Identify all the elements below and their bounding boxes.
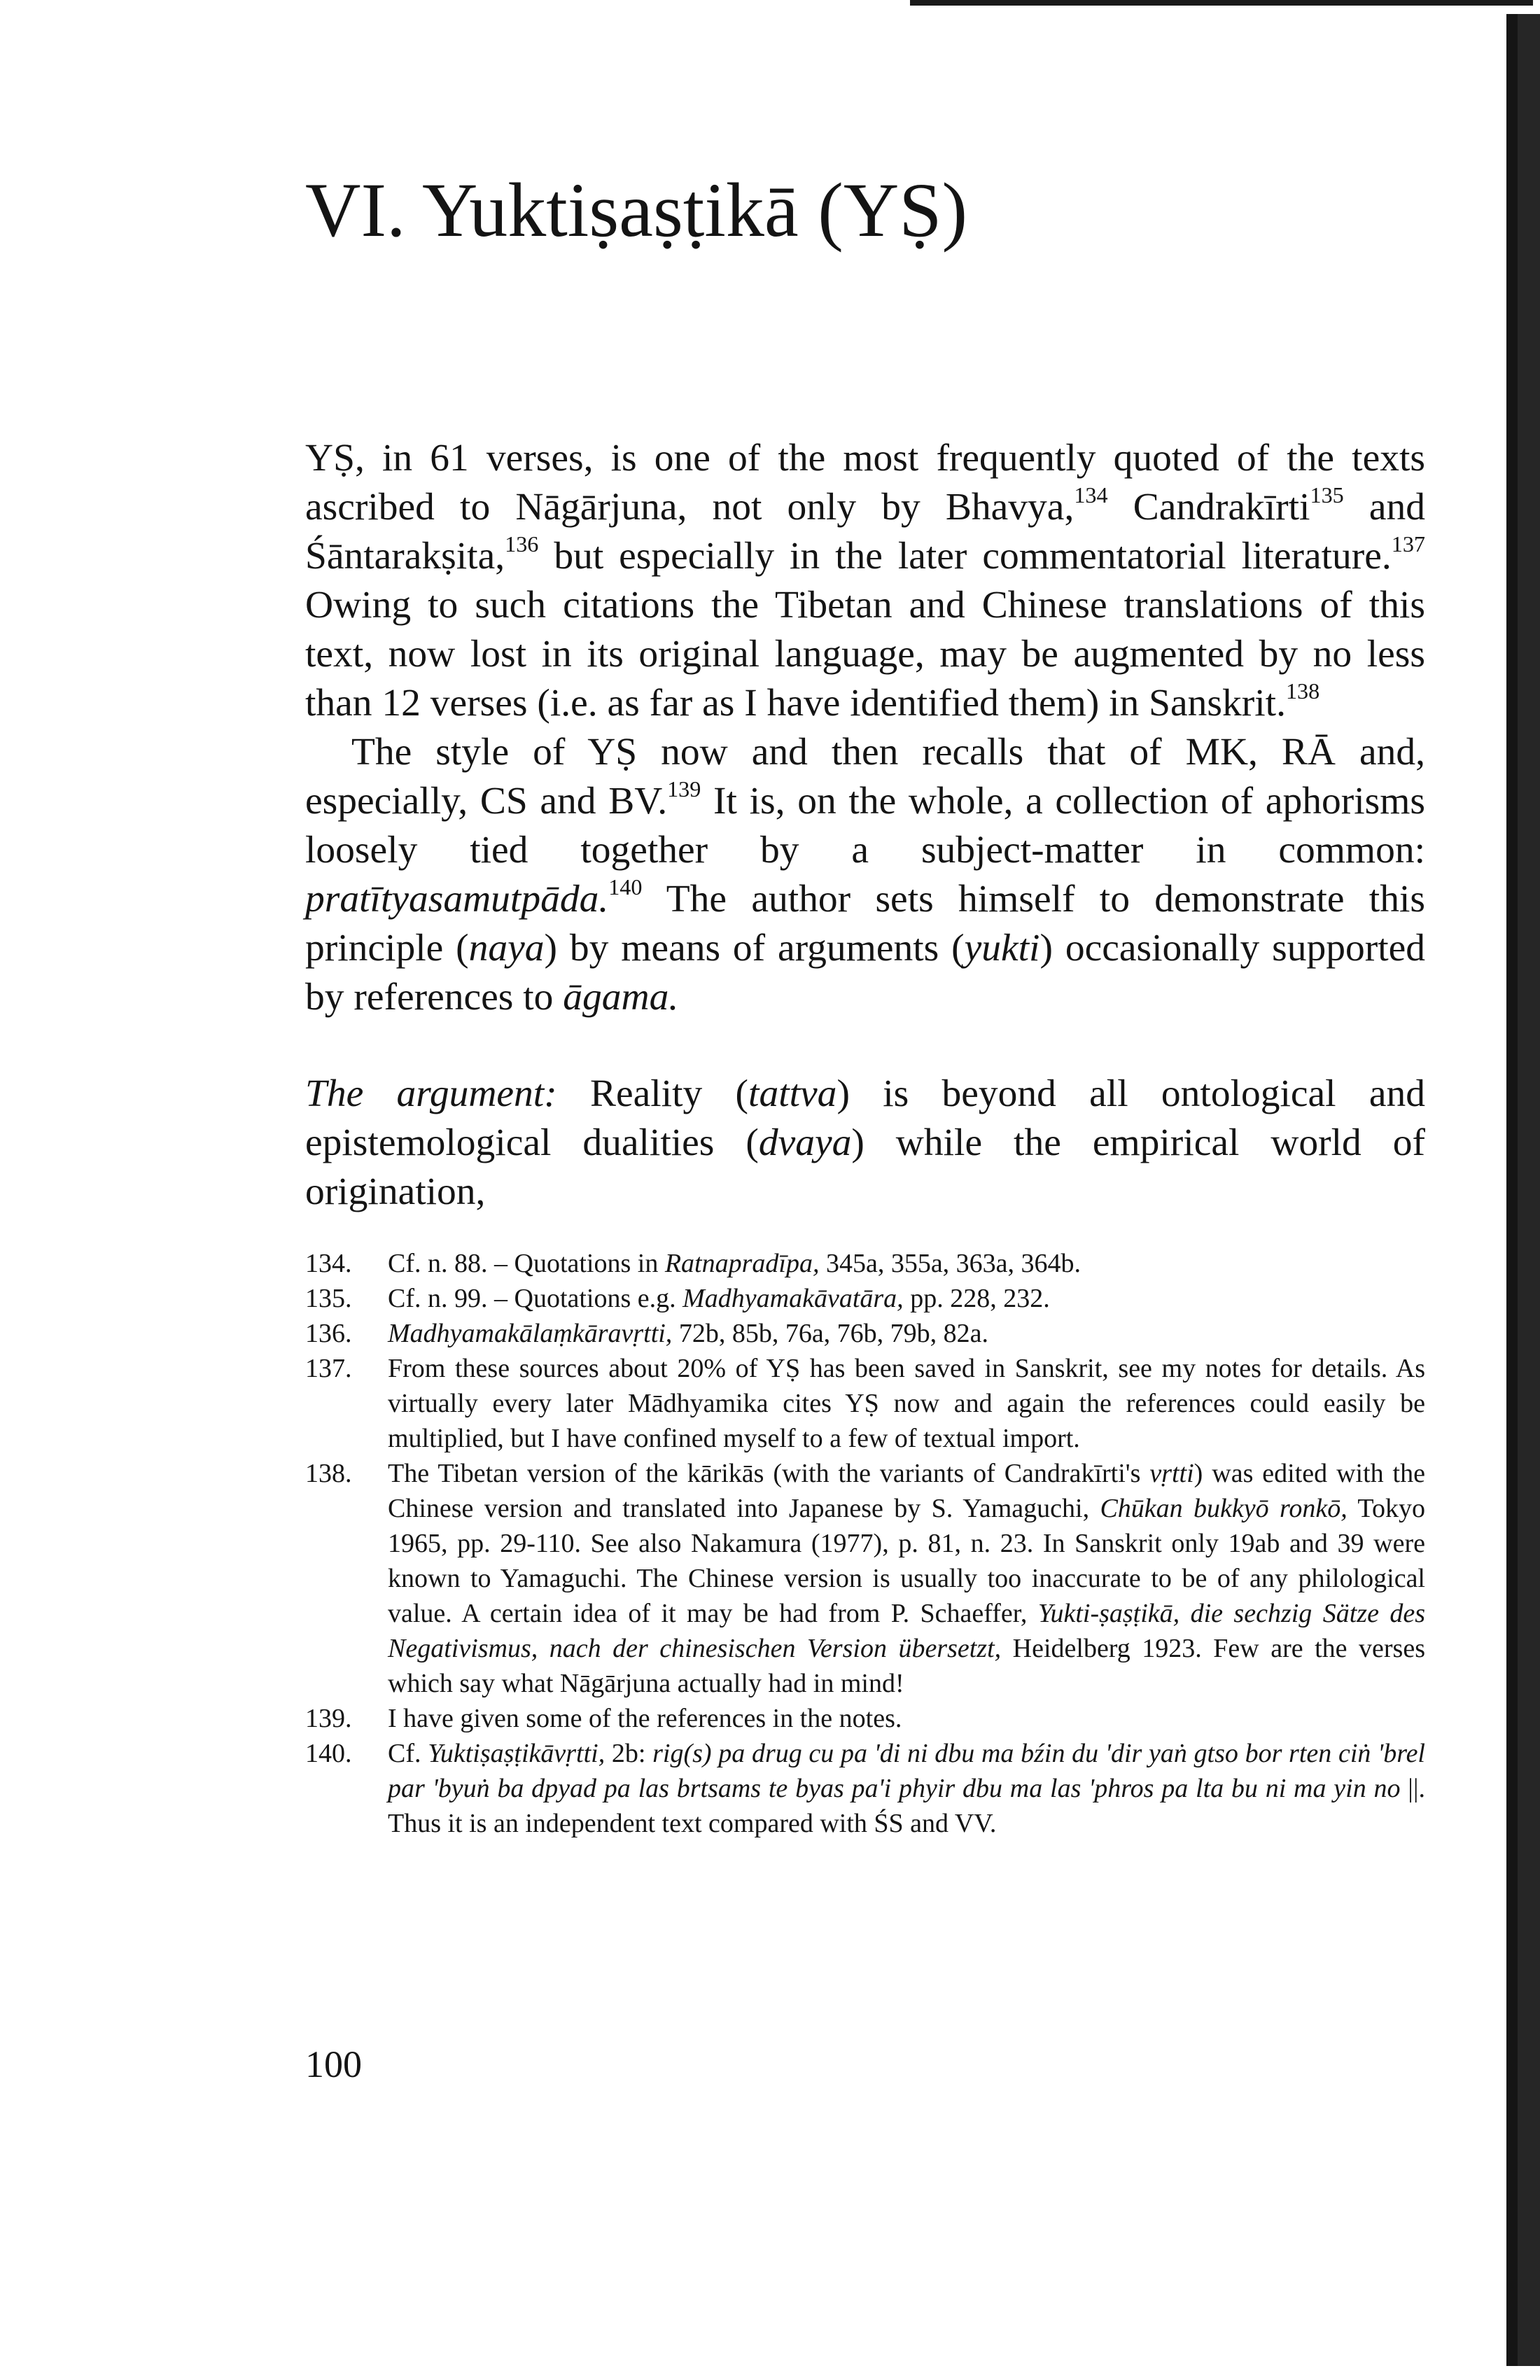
text-run: and Śāntarakṣita, <box>305 486 1426 578</box>
paragraph-1 <box>305 434 1425 728</box>
text-run: Tokyo 1965, pp. 29-110. See also Nakamura (1977), p. 81, n. 23. In Sanskrit only 19ab and 39 were known to Yamaguchi. The Chinese version is usually too inaccurate to be of any philological value. A certain idea of it may be had from P. Schaeffer, <box>388 1494 1425 1628</box>
italic-term: āgama. <box>563 976 679 1018</box>
footnote-ref: 135 <box>1310 482 1344 507</box>
footnote-135 <box>305 1281 1425 1316</box>
italic-title: Madhyamakālaṃkāravṛtti, <box>388 1319 673 1348</box>
italic-term: tattva <box>748 1072 837 1115</box>
footnote-ref: 136 <box>505 531 539 556</box>
footnote-number: 139. <box>305 1704 352 1733</box>
page-number: 100 <box>305 2043 362 2085</box>
paragraph-3 <box>305 1070 1425 1217</box>
footnote-number: 136. <box>305 1319 352 1348</box>
footnote-ref: 134 <box>1074 482 1108 507</box>
text-run: It is, on the whole, a collection of aphorisms loosely tied together by a subject-matter in common: <box>305 780 1426 872</box>
text-run: Cf. <box>388 1739 428 1768</box>
italic-title: Yuktiṣaṣṭikāvṛtti, <box>428 1739 606 1768</box>
text-run: 345a, 355a, 363a, 364b. <box>819 1249 1082 1278</box>
footnote-text <box>388 1701 1425 1736</box>
text-run: ) was edited with the Chinese version and translated into Japanese by S. Yamaguchi, <box>388 1459 1425 1523</box>
italic-title: Ratnapradīpa, <box>664 1249 820 1278</box>
footnote-ref: 140 <box>608 874 643 899</box>
italic-quotation: rig(s) pa drug cu pa 'di ni dbu ma bźin du 'dir yaṅ gtso bor rten ciṅ 'brel par 'byuṅ ba dpyad pa las brtsams te byas pa'i phyir dbu ma las 'phros pa lta bu ni ma yin no <box>388 1739 1425 1803</box>
italic-term: The argument: <box>305 1072 557 1115</box>
text-run: but especially in the later commentatorial literature. <box>538 535 1392 578</box>
footnote-ref: 139 <box>667 776 701 802</box>
paragraph-2 <box>305 728 1425 1022</box>
footnote-number: 137. <box>305 1354 352 1383</box>
footnote-136 <box>305 1316 1425 1351</box>
text-run: ) is beyond all ontological and epistemological dualities ( <box>305 1072 1426 1164</box>
italic-title: Chūkan bukkyō ronkō, <box>1100 1494 1348 1523</box>
text-run: The Tibetan version of the kārikās (with the variants of Candrakīrti's <box>388 1459 1150 1488</box>
scan-edge-right-outer <box>1518 14 1540 2366</box>
footnote-134 <box>305 1246 1425 1281</box>
italic-term: vṛtti <box>1149 1459 1194 1488</box>
text-run: pp. 228, 232. <box>903 1284 1050 1313</box>
text-run: Heidelberg 1923. Few are the verses which say what Nāgārjuna actually had in mind! <box>388 1634 1425 1698</box>
text-run: ) occasionally supported by references to <box>305 927 1425 1018</box>
italic-term: pratītyasamutpāda. <box>305 878 609 920</box>
footnote-137 <box>305 1351 1425 1456</box>
text-run: 2b: <box>605 1739 653 1768</box>
footnote-ref: 137 <box>1391 531 1425 556</box>
text-run: ) while the empirical world of origination, <box>305 1121 1425 1213</box>
text-run: Owing to such citations the Tibetan and Chinese translations of this text, now lost in its original language, may be augmented by no less than 12 verses (i.e. as far as I have identified them) in Sanskrit. <box>305 584 1425 724</box>
scan-edge-top <box>910 0 1533 6</box>
main-text <box>305 434 1425 1217</box>
footnote-138 <box>305 1456 1425 1701</box>
footnote-number: 140. <box>305 1739 352 1768</box>
italic-term: naya <box>468 927 545 969</box>
italic-title: Madhyamakāvatāra, <box>682 1284 904 1313</box>
footnote-ref: 138 <box>1285 678 1320 704</box>
text-run: The style of YṢ now and then recalls that of MK, RĀ and, especially, CS and BV. <box>305 731 1425 822</box>
footnote-number: 138. <box>305 1459 352 1488</box>
italic-title: Yukti-ṣaṣṭikā, die sechzig Sätze des Negativismus, nach der chinesischen Version übersetzt, <box>388 1599 1426 1663</box>
text-run: 72b, 85b, 76a, 76b, 79b, 82a. <box>672 1319 989 1348</box>
footnote-number: 135. <box>305 1284 352 1313</box>
text-run: The author sets himself to demonstrate this principle ( <box>305 878 1425 969</box>
text-run: I have given some of the references in the notes. <box>388 1704 902 1733</box>
footnote-text <box>388 1316 1425 1351</box>
chapter-title: VI. Yuktiṣaṣṭikā (YṢ) <box>305 167 968 253</box>
italic-term: dvaya <box>758 1121 852 1164</box>
footnote-text <box>388 1736 1425 1841</box>
text-run: Reality ( <box>556 1072 749 1115</box>
footnote-140 <box>305 1736 1425 1841</box>
text-run: Cf. n. 99. – Quotations e.g. <box>388 1284 683 1313</box>
footnote-text <box>388 1246 1425 1281</box>
text-run: From these sources about 20% of YṢ has been saved in Sanskrit, see my notes for details. As virtually every later Mādhyamika cites YṢ now and again the references could easily be multiplied, but I have confined myself to a few of textual import. <box>388 1354 1425 1453</box>
footnote-text <box>388 1456 1425 1701</box>
text-run: ||. Thus it is an independent text compared with ŚS and VV. <box>388 1774 1426 1838</box>
text-run: ) by means of arguments ( <box>544 927 965 969</box>
footnote-text <box>388 1281 1425 1316</box>
footnote-number: 134. <box>305 1249 352 1278</box>
footnote-text <box>388 1351 1425 1456</box>
italic-term: yukti <box>964 927 1040 969</box>
text-run: Cf. n. 88. – Quotations in <box>388 1249 665 1278</box>
footnote-139 <box>305 1701 1425 1736</box>
text-run: YṢ, in 61 verses, is one of the most frequently quoted of the texts ascribed to Nāgārjuna, not only by Bhavya, <box>305 437 1425 528</box>
footnotes <box>305 1246 1425 1841</box>
text-run: Candrakīrti <box>1107 486 1310 528</box>
